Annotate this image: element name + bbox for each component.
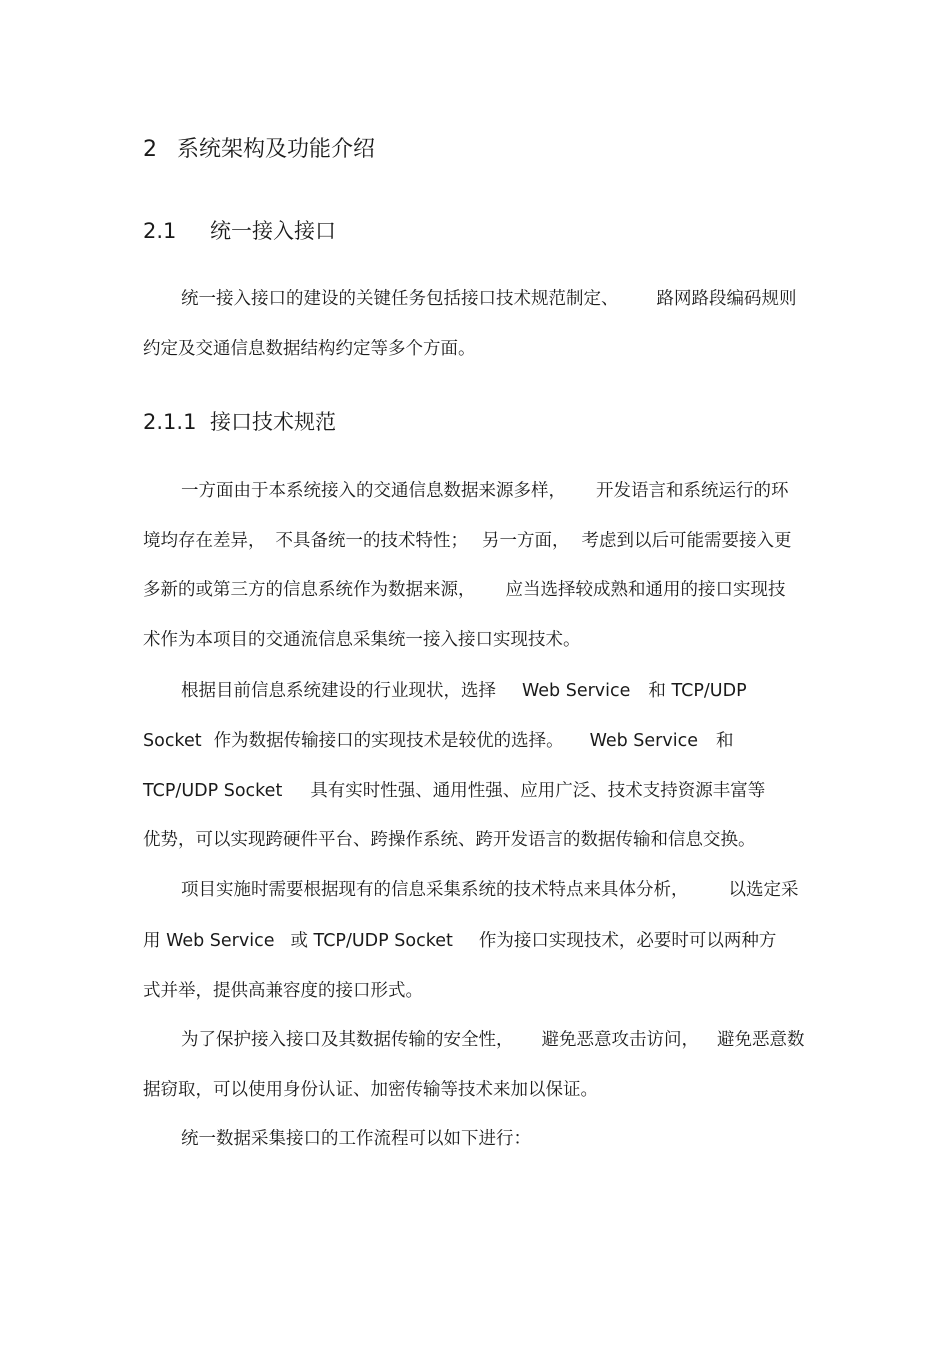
- text-fragment: 不具备统一的技术特性；: [275, 531, 468, 551]
- text-fragment: 避免恶意数: [717, 1030, 805, 1050]
- text-fragment: 避免恶意攻击访问，: [541, 1030, 699, 1050]
- para2-line-3: [143, 779, 765, 803]
- para3-line-3: 式并举，提供高兼容度的接口形式。: [143, 981, 423, 1001]
- intro-paragraph-line-1: [181, 287, 797, 311]
- subsubsection-number: 2.1.1: [143, 410, 197, 434]
- section-title: 系统架构及功能介绍: [177, 137, 376, 162]
- text-fragment: 考虑到以后可能需要接入更: [581, 531, 792, 551]
- para1-line-3: [143, 578, 786, 602]
- text-fragment: 统一接入接口的建设的关键任务包括接口技术规范制定、: [181, 289, 619, 309]
- text-fragment: 或 TCP/UDP Socket: [290, 931, 453, 951]
- text-fragment: 开发语言和系统运行的环: [596, 481, 789, 501]
- subsubsection-heading: [143, 408, 336, 436]
- para4-line-2: 据窃取，可以使用身份认证、加密传输等技术来加以保证。: [143, 1080, 598, 1100]
- text-fragment: 以选定采: [728, 880, 799, 900]
- text-fragment: Web Service: [589, 731, 698, 751]
- para3-line-1: [181, 878, 799, 902]
- text-fragment: Socket: [143, 731, 202, 751]
- para2-line-2: [143, 729, 733, 753]
- text-fragment: 根据目前信息系统建设的行业现状，选择: [181, 681, 496, 701]
- text-fragment: 路网路段编码规则: [656, 289, 797, 309]
- text-fragment: 一方面由于本系统接入的交通信息数据来源多样，: [181, 481, 566, 501]
- text-fragment: Web Service: [522, 681, 631, 701]
- text-fragment: 应当选择较成熟和通用的接口实现技: [505, 580, 786, 600]
- text-fragment: 作为接口实现技术，必要时可以两种方: [478, 931, 777, 951]
- subsection-number: 2.1: [143, 219, 177, 243]
- para1-line-2: [143, 529, 792, 553]
- para4-line-1: [181, 1028, 805, 1052]
- para5-line-1: 统一数据采集接口的工作流程可以如下进行：: [181, 1129, 531, 1149]
- text-fragment: 和 TCP/UDP: [648, 681, 747, 701]
- section-number: 2: [143, 137, 157, 162]
- subsection-title: 统一接入接口: [210, 219, 336, 243]
- text-fragment: TCP/UDP Socket: [143, 781, 283, 801]
- para3-line-2: [143, 929, 776, 953]
- subsubsection-title: 接口技术规范: [210, 410, 336, 434]
- text-fragment: 多新的或第三方的信息系统作为数据来源，: [143, 580, 476, 600]
- para2-line-1: [181, 679, 747, 703]
- text-fragment: 境均存在差异，: [143, 531, 266, 551]
- text-fragment: 和: [715, 731, 734, 751]
- text-fragment: 用 Web Service: [143, 931, 275, 951]
- text-fragment: 具有实时性强、通用性强、应用广泛、技术支持资源丰富等: [310, 781, 766, 801]
- text-fragment: 为了保护接入接口及其数据传输的安全性，: [181, 1030, 514, 1050]
- section-heading: [143, 136, 375, 164]
- text-fragment: 另一方面，: [482, 531, 570, 551]
- para1-line-1: [181, 479, 789, 503]
- para2-line-4: 优势，可以实现跨硬件平台、跨操作系统、跨开发语言的数据传输和信息交换。: [143, 830, 756, 850]
- text-fragment: 项目实施时需要根据现有的信息采集系统的技术特点来具体分析，: [181, 880, 689, 900]
- subsection-heading: [143, 217, 336, 245]
- intro-paragraph-line-2: 约定及交通信息数据结构约定等多个方面。: [143, 339, 476, 359]
- para1-line-4: 术作为本项目的交通流信息采集统一接入接口实现技术。: [143, 630, 581, 650]
- text-fragment: 作为数据传输接口的实现技术是较优的选择。: [213, 731, 564, 751]
